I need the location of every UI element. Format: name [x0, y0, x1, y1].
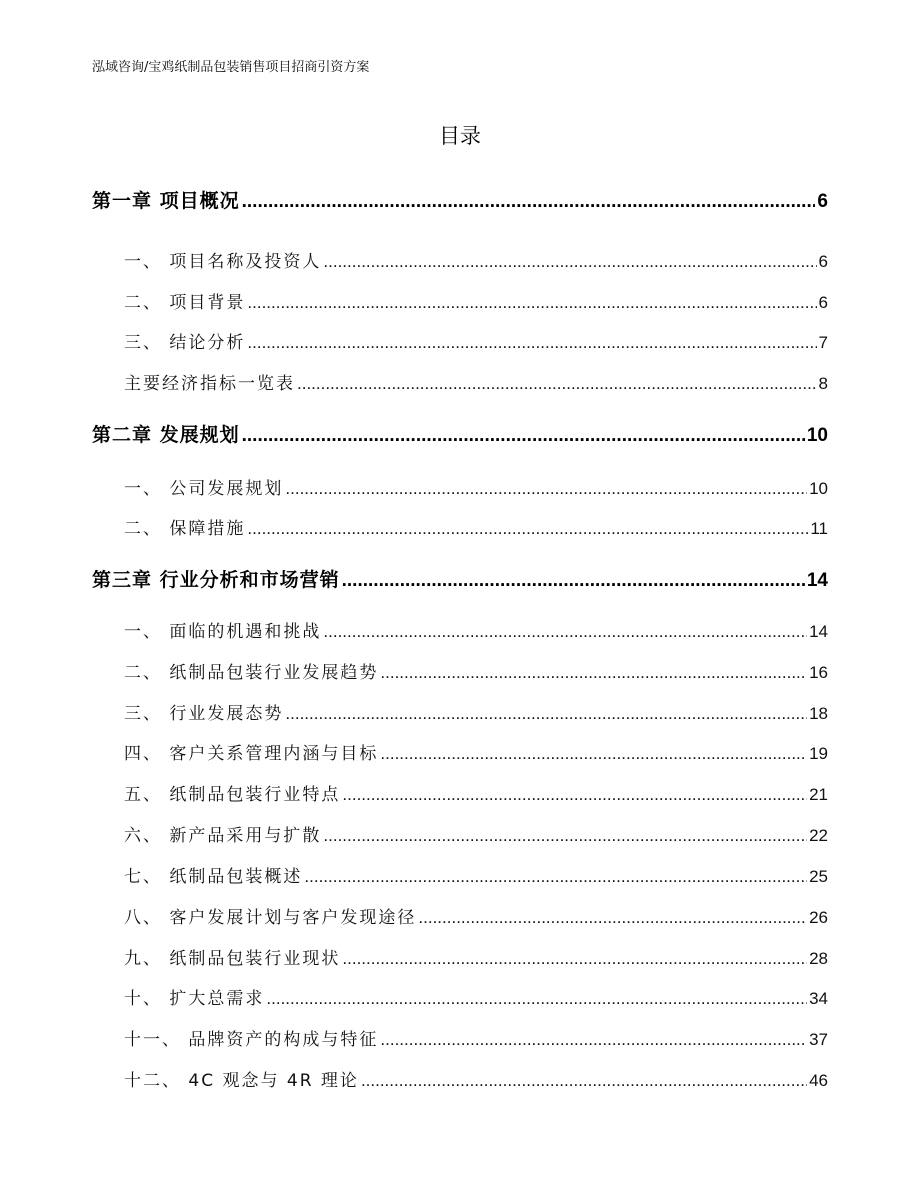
toc-page-number: 6 — [817, 191, 828, 212]
toc-section-entry[interactable] — [124, 821, 828, 847]
toc-entry-label: 十一、 品牌资产的构成与特征 — [124, 1030, 379, 1050]
toc-entry-label: 一、 项目名称及投资人 — [124, 252, 322, 272]
toc-entry-label: 八、 客户发展计划与客户发现途径 — [124, 908, 417, 928]
toc-entry-label: 十、 扩大总需求 — [124, 989, 265, 1009]
toc-page-number: 6 — [818, 252, 828, 271]
toc-page-number: 11 — [810, 519, 828, 538]
toc-page-number: 8 — [818, 374, 828, 393]
toc-page-number: 16 — [809, 663, 828, 682]
toc-entry-label: 二、 纸制品包装行业发展趋势 — [124, 663, 379, 683]
toc-dot-leader — [285, 479, 807, 499]
toc-section-entry[interactable] — [124, 1066, 828, 1092]
toc-section-entry[interactable] — [124, 514, 828, 540]
toc-section-entry[interactable] — [124, 1025, 828, 1051]
toc-page-number: 37 — [809, 1030, 828, 1049]
running-header: 泓域咨询/宝鸡纸制品包装销售项目招商引资方案 — [92, 60, 370, 75]
toc-entry-label: 第二章 发展规划 — [92, 424, 240, 446]
toc-section-entry[interactable] — [124, 617, 828, 643]
toc-entry-label: 五、 纸制品包装行业特点 — [124, 785, 341, 805]
toc-section-entry[interactable] — [124, 862, 828, 888]
toc-page-number: 22 — [809, 826, 828, 845]
toc-page-number: 25 — [809, 867, 828, 886]
toc-dot-leader — [247, 293, 816, 313]
toc-page-number: 26 — [809, 908, 828, 927]
toc-entry-label: 一、 面临的机遇和挑战 — [124, 622, 322, 642]
toc-section-entry[interactable] — [124, 739, 828, 765]
toc-section-entry[interactable] — [124, 288, 828, 314]
toc-page-number: 46 — [809, 1071, 828, 1090]
toc-dot-leader — [361, 1071, 807, 1091]
toc-page-number: 21 — [809, 785, 828, 804]
toc-section-entry[interactable] — [124, 780, 828, 806]
toc-page-number: 14 — [809, 622, 828, 641]
toc-page-number: 6 — [818, 293, 828, 312]
toc-section-entry[interactable] — [124, 369, 828, 395]
toc-section-entry[interactable] — [124, 247, 828, 273]
toc-section-entry[interactable] — [124, 474, 828, 500]
toc-dot-leader — [380, 663, 807, 683]
toc-section-entry[interactable] — [124, 903, 828, 929]
toc-dot-leader — [266, 989, 807, 1009]
toc-title: 目录 — [439, 124, 481, 148]
toc-entry-label: 六、 新产品采用与扩散 — [124, 826, 322, 846]
toc-dot-leader — [323, 826, 807, 846]
toc-page-number: 14 — [806, 570, 828, 591]
toc-section-entry[interactable] — [124, 699, 828, 725]
toc-page-number: 28 — [809, 949, 828, 968]
toc-dot-leader — [247, 333, 816, 353]
toc-chapter-entry[interactable] — [92, 420, 828, 450]
toc-dot-leader — [242, 425, 805, 447]
toc-entry-label: 第一章 项目概况 — [92, 190, 240, 212]
toc-chapter-entry[interactable] — [92, 565, 828, 595]
toc-section-entry[interactable] — [124, 984, 828, 1010]
toc-dot-leader — [323, 622, 807, 642]
toc-dot-leader — [418, 908, 807, 928]
toc-entry-label: 十二、 4C 观念与 4R 理论 — [124, 1071, 359, 1091]
toc-dot-leader — [304, 867, 807, 887]
toc-dot-leader — [242, 191, 816, 213]
toc-dot-leader — [342, 949, 807, 969]
toc-entry-label: 四、 客户关系管理内涵与目标 — [124, 744, 379, 764]
toc-entry-label: 七、 纸制品包装概述 — [124, 867, 303, 887]
toc-page-number: 7 — [818, 333, 828, 352]
toc-dot-leader — [247, 519, 808, 539]
toc-entry-label: 九、 纸制品包装行业现状 — [124, 949, 341, 969]
toc-dot-leader — [380, 1030, 807, 1050]
toc-dot-leader — [297, 374, 817, 394]
toc-page-number: 18 — [809, 704, 828, 723]
toc-entry-label: 第三章 行业分析和市场营销 — [92, 569, 340, 591]
toc-dot-leader — [342, 570, 805, 592]
toc-entry-label: 三、 结论分析 — [124, 333, 246, 353]
toc-entry-label: 主要经济指标一览表 — [124, 374, 295, 394]
toc-page-number: 10 — [809, 479, 828, 498]
toc-entry-label: 一、 公司发展规划 — [124, 479, 284, 499]
toc-entry-label: 三、 行业发展态势 — [124, 704, 284, 724]
toc-page-number: 19 — [809, 744, 828, 763]
toc-chapter-entry[interactable] — [92, 186, 828, 216]
toc-page-number: 10 — [806, 425, 828, 446]
toc-dot-leader — [323, 252, 816, 272]
toc-section-entry[interactable] — [124, 658, 828, 684]
toc-page-number: 34 — [809, 989, 828, 1008]
toc-section-entry[interactable] — [124, 328, 828, 354]
toc-entry-label: 二、 项目背景 — [124, 293, 246, 313]
toc-section-entry[interactable] — [124, 944, 828, 970]
toc-dot-leader — [380, 744, 807, 764]
toc-dot-leader — [342, 785, 807, 805]
toc-dot-leader — [285, 704, 807, 724]
toc-entry-label: 二、 保障措施 — [124, 519, 246, 539]
